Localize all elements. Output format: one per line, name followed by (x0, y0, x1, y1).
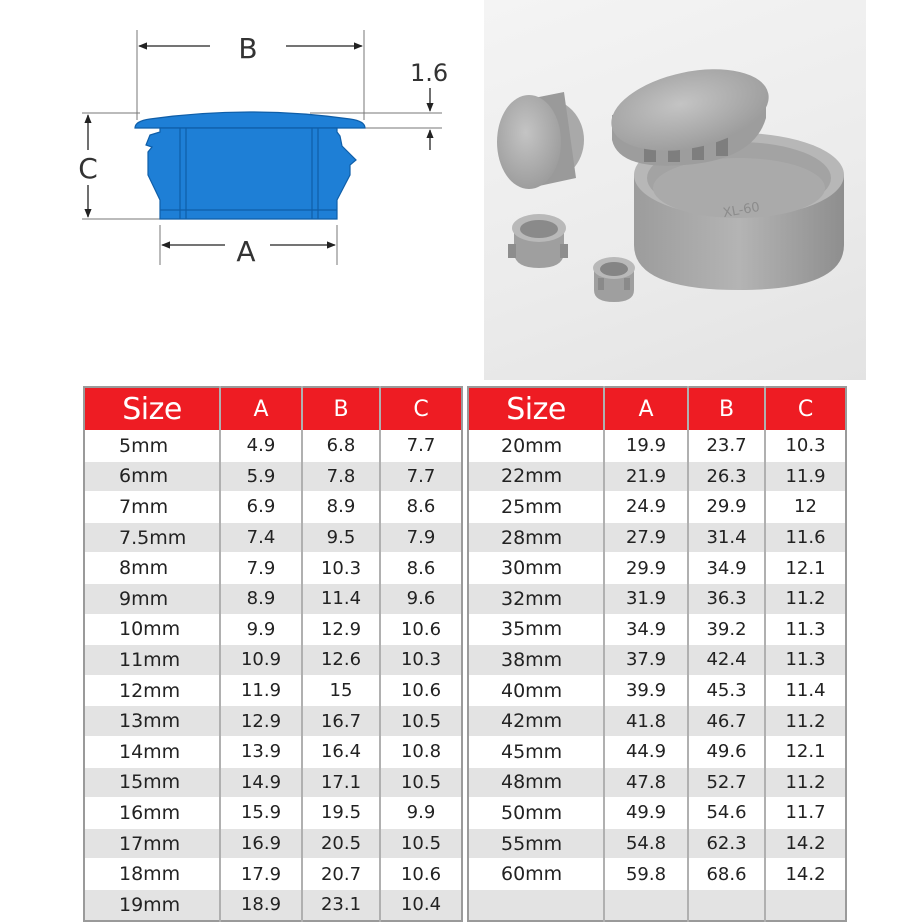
cell-size: 10mm (84, 614, 220, 645)
table-row (468, 828, 846, 859)
table-row (84, 767, 462, 798)
cell-a: 7.9 (220, 553, 302, 584)
cell-size: 14mm (84, 736, 220, 767)
cell-b: 45.3 (688, 675, 765, 706)
cell-size: 38mm (468, 645, 604, 676)
cell-b: 9.5 (302, 522, 380, 553)
table-row (84, 706, 462, 737)
medium-plug-cap (497, 92, 584, 189)
dimension-thickness-label: 1.6 (410, 59, 449, 87)
table-row (468, 522, 846, 553)
cell-a: 29.9 (604, 553, 688, 584)
cell-b: 20.7 (302, 859, 380, 890)
cell-c: 11.9 (765, 461, 846, 492)
cell-a: 6.9 (220, 492, 302, 523)
plug-cap-flange (135, 112, 365, 128)
cell-size: 50mm (468, 798, 604, 829)
cell-b: 16.7 (302, 706, 380, 737)
cell-size: 18mm (84, 859, 220, 890)
cell-size: 15mm (84, 767, 220, 798)
cell-b: 23.1 (302, 889, 380, 920)
cell-b (688, 889, 765, 920)
cell-b: 12.6 (302, 645, 380, 676)
table-row (84, 461, 462, 492)
cell-c: 11.2 (765, 583, 846, 614)
cell-size: 9mm (84, 583, 220, 614)
cell-a: 34.9 (604, 614, 688, 645)
table-row (84, 553, 462, 584)
cell-a: 21.9 (604, 461, 688, 492)
cell-c: 11.7 (765, 798, 846, 829)
size-table-left (83, 386, 463, 922)
cell-size: 5mm (84, 431, 220, 462)
cell-c: 10.8 (380, 736, 462, 767)
table-row (468, 461, 846, 492)
cell-a: 10.9 (220, 645, 302, 676)
table-row (468, 798, 846, 829)
table-row (84, 736, 462, 767)
cell-size: 17mm (84, 828, 220, 859)
cell-c: 8.6 (380, 553, 462, 584)
cell-a: 12.9 (220, 706, 302, 737)
header-c: C (765, 387, 846, 431)
cell-c: 10.6 (380, 614, 462, 645)
dimension-c-label: C (78, 152, 98, 185)
header-b: B (688, 387, 765, 431)
cell-size: 8mm (84, 553, 220, 584)
cell-c: 12 (765, 492, 846, 523)
cell-b: 52.7 (688, 767, 765, 798)
cell-b: 12.9 (302, 614, 380, 645)
cell-b: 49.6 (688, 736, 765, 767)
cell-a: 11.9 (220, 675, 302, 706)
cell-a: 13.9 (220, 736, 302, 767)
cell-size: 25mm (468, 492, 604, 523)
cell-c: 11.3 (765, 645, 846, 676)
cell-b: 10.3 (302, 553, 380, 584)
cell-c (765, 889, 846, 920)
header-size: Size (84, 387, 220, 431)
cell-size: 35mm (468, 614, 604, 645)
table-row (84, 431, 462, 462)
header-a: A (220, 387, 302, 431)
table-row (468, 767, 846, 798)
cell-size: 32mm (468, 583, 604, 614)
table-row (468, 859, 846, 890)
cell-a: 14.9 (220, 767, 302, 798)
cell-a: 54.8 (604, 828, 688, 859)
cell-b: 54.6 (688, 798, 765, 829)
cell-size: 6mm (84, 461, 220, 492)
cell-c: 11.6 (765, 522, 846, 553)
cell-b: 29.9 (688, 492, 765, 523)
cell-c: 12.1 (765, 553, 846, 584)
cell-size: 22mm (468, 461, 604, 492)
cell-b: 26.3 (688, 461, 765, 492)
table-row (84, 492, 462, 523)
cell-b: 68.6 (688, 859, 765, 890)
table-header-row (468, 387, 846, 431)
cell-c: 11.2 (765, 767, 846, 798)
cell-b: 23.7 (688, 431, 765, 462)
cell-a: 7.4 (220, 522, 302, 553)
cell-size: 60mm (468, 859, 604, 890)
cell-a: 41.8 (604, 706, 688, 737)
table-header-row (84, 387, 462, 431)
cell-a: 47.8 (604, 767, 688, 798)
cell-c: 10.6 (380, 859, 462, 890)
cell-size: 40mm (468, 675, 604, 706)
cell-c: 10.3 (765, 431, 846, 462)
table-row (84, 675, 462, 706)
table-row (468, 614, 846, 645)
cell-c: 10.6 (380, 675, 462, 706)
cell-b: 62.3 (688, 828, 765, 859)
table-row (468, 492, 846, 523)
cell-a: 37.9 (604, 645, 688, 676)
cell-c: 7.7 (380, 431, 462, 462)
cell-a: 9.9 (220, 614, 302, 645)
cell-b: 16.4 (302, 736, 380, 767)
cell-size: 55mm (468, 828, 604, 859)
table-row (468, 431, 846, 462)
cell-c: 14.2 (765, 828, 846, 859)
cell-c: 11.2 (765, 706, 846, 737)
cell-a: 15.9 (220, 798, 302, 829)
table-row (84, 614, 462, 645)
dimension-a-label: A (236, 235, 256, 268)
cell-size: 42mm (468, 706, 604, 737)
table-row (84, 522, 462, 553)
table-row (84, 583, 462, 614)
cell-c: 9.6 (380, 583, 462, 614)
table-row (468, 553, 846, 584)
cell-c: 7.9 (380, 522, 462, 553)
hole-plug-dimension-diagram (60, 20, 480, 280)
cell-b: 8.9 (302, 492, 380, 523)
cell-size: 13mm (84, 706, 220, 737)
cell-b: 11.4 (302, 583, 380, 614)
header-c: C (380, 387, 462, 431)
cell-c: 10.4 (380, 889, 462, 920)
cell-a: 39.9 (604, 675, 688, 706)
plug-body (146, 128, 356, 219)
cell-size (468, 889, 604, 920)
cell-b: 6.8 (302, 431, 380, 462)
size-table-right (467, 386, 847, 922)
cell-b: 20.5 (302, 828, 380, 859)
cell-a: 24.9 (604, 492, 688, 523)
cell-c: 10.3 (380, 645, 462, 676)
table-row (84, 645, 462, 676)
cell-a: 31.9 (604, 583, 688, 614)
cell-a: 27.9 (604, 522, 688, 553)
table-row (84, 859, 462, 890)
plug-cross-section (135, 112, 365, 219)
table-row (468, 706, 846, 737)
cell-size: 19mm (84, 889, 220, 920)
cell-c: 11.4 (765, 675, 846, 706)
product-photo (484, 0, 866, 380)
cell-a: 18.9 (220, 889, 302, 920)
cell-b: 15 (302, 675, 380, 706)
table-row (84, 798, 462, 829)
cell-c: 8.6 (380, 492, 462, 523)
cell-b: 46.7 (688, 706, 765, 737)
cell-size: 16mm (84, 798, 220, 829)
cell-c: 7.7 (380, 461, 462, 492)
cell-b: 31.4 (688, 522, 765, 553)
cell-size: 20mm (468, 431, 604, 462)
cell-b: 39.2 (688, 614, 765, 645)
cell-b: 17.1 (302, 767, 380, 798)
cell-size: 30mm (468, 553, 604, 584)
cell-a: 17.9 (220, 859, 302, 890)
cell-a: 5.9 (220, 461, 302, 492)
table-row (468, 645, 846, 676)
embossed-size-text: XL-60 (721, 199, 761, 222)
cell-a: 59.8 (604, 859, 688, 890)
cell-a: 16.9 (220, 828, 302, 859)
cell-b: 34.9 (688, 553, 765, 584)
cell-size: 7.5mm (84, 522, 220, 553)
header-a: A (604, 387, 688, 431)
cell-c: 10.5 (380, 767, 462, 798)
dimension-b-label: B (238, 32, 258, 65)
table-row (84, 889, 462, 920)
cell-a: 8.9 (220, 583, 302, 614)
cell-size: 11mm (84, 645, 220, 676)
cell-b: 42.4 (688, 645, 765, 676)
cell-b: 36.3 (688, 583, 765, 614)
cell-size: 48mm (468, 767, 604, 798)
header-size: Size (468, 387, 604, 431)
cell-a: 4.9 (220, 431, 302, 462)
cell-c: 12.1 (765, 736, 846, 767)
cell-c: 11.3 (765, 614, 846, 645)
cell-a (604, 889, 688, 920)
cell-a: 49.9 (604, 798, 688, 829)
table-row (468, 583, 846, 614)
tiny-plug-ring (593, 257, 635, 302)
cell-c: 10.5 (380, 828, 462, 859)
cell-size: 45mm (468, 736, 604, 767)
cell-c: 9.9 (380, 798, 462, 829)
table-row (468, 889, 846, 920)
cell-a: 19.9 (604, 431, 688, 462)
cell-size: 28mm (468, 522, 604, 553)
small-plug-ring (508, 214, 568, 268)
cell-a: 44.9 (604, 736, 688, 767)
cell-size: 7mm (84, 492, 220, 523)
cell-b: 19.5 (302, 798, 380, 829)
cell-b: 7.8 (302, 461, 380, 492)
cell-c: 10.5 (380, 706, 462, 737)
table-row (468, 736, 846, 767)
cell-size: 12mm (84, 675, 220, 706)
cell-c: 14.2 (765, 859, 846, 890)
table-row (468, 675, 846, 706)
table-row (84, 828, 462, 859)
header-b: B (302, 387, 380, 431)
